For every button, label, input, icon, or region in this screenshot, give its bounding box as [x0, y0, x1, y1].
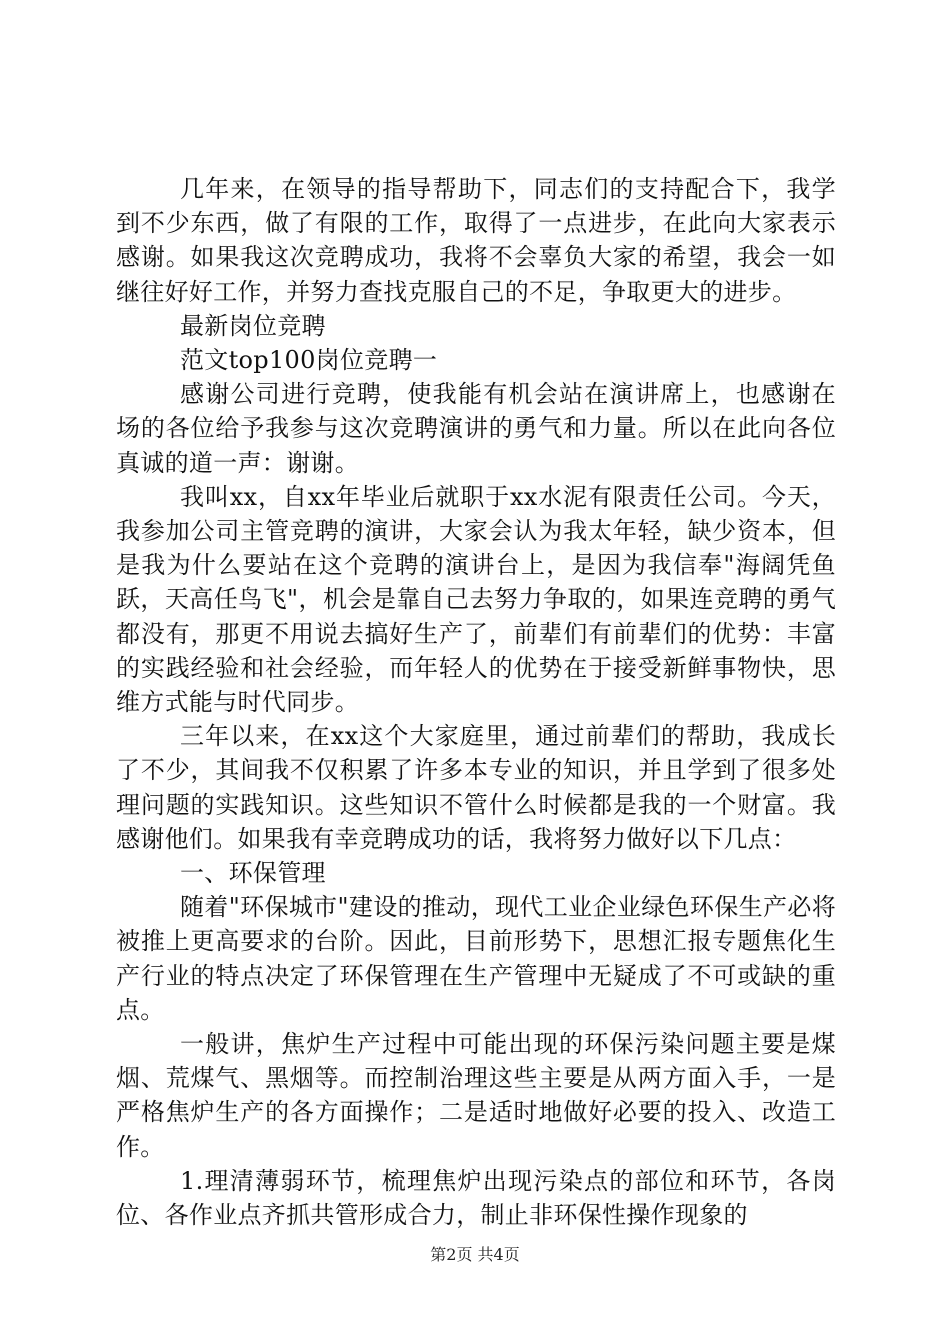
section-heading: 最新岗位竞聘: [180, 311, 326, 340]
paragraph: 一般讲，焦炉生产过程中可能出现的环保污染问题主要是煤烟、荒煤气、黑烟等。而控制治理这些主要是从两方面入手，一是严格焦炉生产的各方面操作；二是适时地做好必要的投入、改造工作。: [116, 1030, 836, 1161]
paragraph: 感谢公司进行竞聘，使我能有机会站在演讲席上，也感谢在场的各位给予我参与这次竞聘演讲的勇气和力量。所以在此向各位真诚的道一声：谢谢。: [116, 380, 836, 477]
paragraph: 随着"环保城市"建设的推动，现代工业企业绿色环保生产必将被推上更高要求的台阶。因此，目前形势下，思想汇报专题焦化生产行业的特点决定了环保管理在生产管理中无疑成了不可或缺的重点。: [116, 893, 836, 1024]
paragraph: 几年来，在领导的指导帮助下，同志们的支持配合下，我学到不少东西，做了有限的工作，取得了一点进步，在此向大家表示感谢。如果我这次竞聘成功，我将不会辜负大家的希望，我会一如继往好好工作，并努力查找克服自己的不足，争取更大的进步。: [116, 175, 836, 306]
paragraph: 我叫xx，自xx年毕业后就职于xx水泥有限责任公司。今天，我参加公司主管竞聘的演讲，大家会认为我太年轻，缺少资本，但是我为什么要站在这个竞聘的演讲台上，是因为我信奉"海阔凭鱼跃，天高任鸟飞"，机会是靠自己去努力争取的，如果连竞聘的勇气都没有，那更不用说去搞好生产了，前辈们有前辈们的优势：丰富的实践经验和社会经验，而年轻人的优势在于接受新鲜事物快，思维方式能与时代同步。: [116, 482, 836, 717]
paragraph: 1.理清薄弱环节，梳理焦炉出现污染点的部位和环节，各岗位、各作业点齐抓共管形成合力，制止非环保性操作现象的: [116, 1166, 836, 1230]
section-subheading: 范文top100岗位竞聘一: [180, 346, 438, 375]
page-number-footer: 第2页 共4页: [430, 1245, 520, 1264]
paragraph: 三年以来，在xx这个大家庭里，通过前辈们的帮助，我成长了不少，其间我不仅积累了许多本专业的知识，并且学到了很多处理问题的实践知识。这些知识不管什么时候都是我的一个财富。我感谢他们。如果我有幸竞聘成功的话，我将努力做好以下几点：: [116, 722, 836, 853]
section-heading: 一、环保管理: [180, 859, 326, 888]
document-body: [116, 172, 836, 1232]
